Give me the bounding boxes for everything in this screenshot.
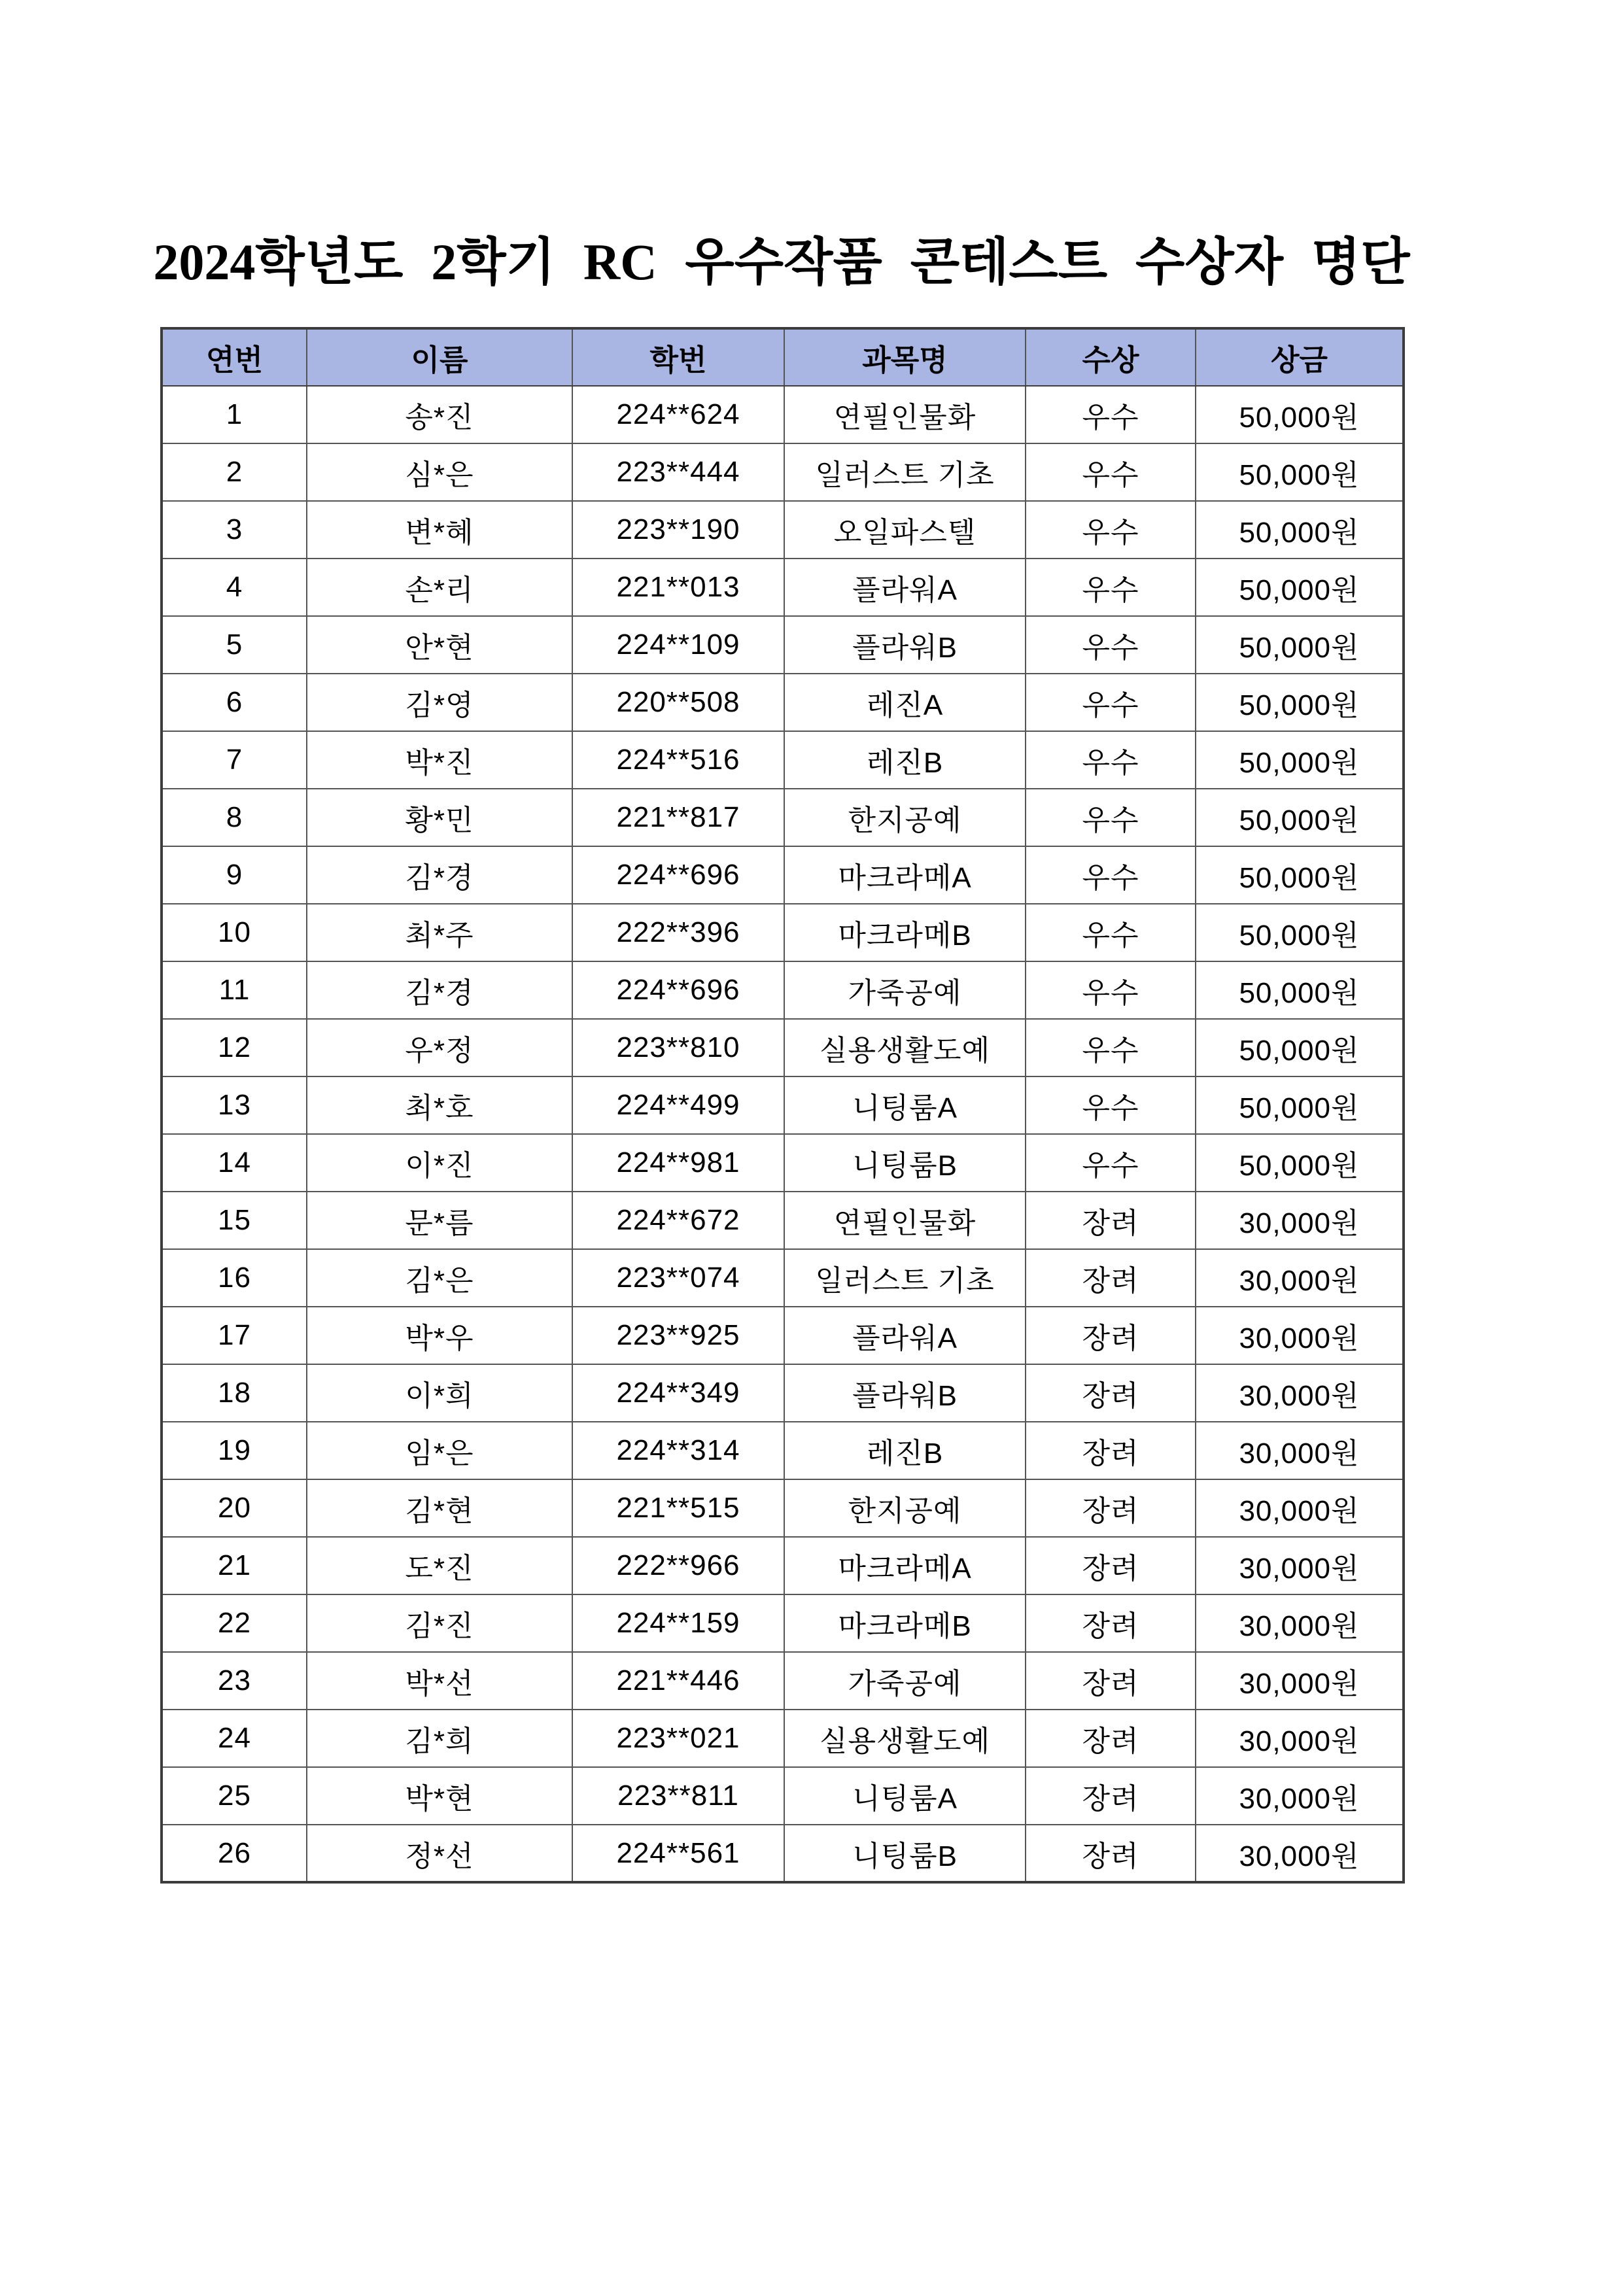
cell-id: 224**499 <box>572 1076 784 1134</box>
cell-subject: 니팅룸A <box>784 1076 1026 1134</box>
cell-no: 13 <box>162 1076 307 1134</box>
cell-award: 장려 <box>1026 1479 1196 1537</box>
cell-name: 박*우 <box>307 1307 572 1364</box>
cell-award: 장려 <box>1026 1249 1196 1307</box>
cell-name: 김*은 <box>307 1249 572 1307</box>
cell-id: 221**817 <box>572 789 784 846</box>
cell-award: 우수 <box>1026 789 1196 846</box>
cell-prize: 50,000원 <box>1196 846 1404 904</box>
cell-subject: 연필인물화 <box>784 386 1026 443</box>
cell-award: 장려 <box>1026 1825 1196 1882</box>
cell-prize: 50,000원 <box>1196 501 1404 559</box>
cell-no: 5 <box>162 616 307 674</box>
cell-no: 6 <box>162 674 307 731</box>
cell-subject: 가죽공예 <box>784 961 1026 1019</box>
cell-name: 이*희 <box>307 1364 572 1422</box>
cell-award: 장려 <box>1026 1652 1196 1710</box>
cell-name: 김*영 <box>307 674 572 731</box>
cell-award: 장려 <box>1026 1192 1196 1249</box>
cell-prize: 50,000원 <box>1196 904 1404 961</box>
table-row <box>162 1479 1404 1537</box>
cell-subject: 마크라메B <box>784 904 1026 961</box>
cell-no: 2 <box>162 443 307 501</box>
cell-id: 224**561 <box>572 1825 784 1882</box>
table-row <box>162 616 1404 674</box>
cell-prize: 50,000원 <box>1196 789 1404 846</box>
table-row <box>162 846 1404 904</box>
cell-subject: 플라워B <box>784 1364 1026 1422</box>
cell-prize: 30,000원 <box>1196 1825 1404 1882</box>
table-row <box>162 674 1404 731</box>
cell-subject: 가죽공예 <box>784 1652 1026 1710</box>
cell-id: 223**811 <box>572 1767 784 1825</box>
winners-table <box>160 327 1405 1884</box>
cell-prize: 30,000원 <box>1196 1249 1404 1307</box>
cell-prize: 30,000원 <box>1196 1767 1404 1825</box>
table-row <box>162 501 1404 559</box>
cell-prize: 30,000원 <box>1196 1364 1404 1422</box>
cell-no: 16 <box>162 1249 307 1307</box>
cell-name: 우*정 <box>307 1019 572 1076</box>
cell-prize: 30,000원 <box>1196 1422 1404 1479</box>
cell-prize: 30,000원 <box>1196 1479 1404 1537</box>
cell-award: 우수 <box>1026 559 1196 616</box>
table-row <box>162 1364 1404 1422</box>
cell-award: 장려 <box>1026 1422 1196 1479</box>
table-row <box>162 1076 1404 1134</box>
cell-no: 24 <box>162 1710 307 1767</box>
cell-subject: 실용생활도예 <box>784 1019 1026 1076</box>
cell-award: 우수 <box>1026 904 1196 961</box>
cell-name: 박*현 <box>307 1767 572 1825</box>
cell-name: 심*은 <box>307 443 572 501</box>
cell-award: 우수 <box>1026 386 1196 443</box>
cell-id: 222**396 <box>572 904 784 961</box>
cell-name: 문*름 <box>307 1192 572 1249</box>
cell-no: 15 <box>162 1192 307 1249</box>
table-row <box>162 1594 1404 1652</box>
cell-subject: 오일파스텔 <box>784 501 1026 559</box>
cell-id: 224**314 <box>572 1422 784 1479</box>
cell-prize: 30,000원 <box>1196 1537 1404 1594</box>
cell-prize: 50,000원 <box>1196 559 1404 616</box>
cell-award: 우수 <box>1026 443 1196 501</box>
cell-subject: 플라워B <box>784 616 1026 674</box>
cell-prize: 50,000원 <box>1196 961 1404 1019</box>
cell-subject: 니팅룸B <box>784 1825 1026 1882</box>
cell-prize: 30,000원 <box>1196 1710 1404 1767</box>
cell-id: 224**109 <box>572 616 784 674</box>
cell-no: 7 <box>162 731 307 789</box>
cell-no: 26 <box>162 1825 307 1882</box>
cell-prize: 50,000원 <box>1196 1134 1404 1192</box>
cell-subject: 실용생활도예 <box>784 1710 1026 1767</box>
cell-name: 박*선 <box>307 1652 572 1710</box>
cell-name: 도*진 <box>307 1537 572 1594</box>
cell-prize: 50,000원 <box>1196 616 1404 674</box>
table-row <box>162 789 1404 846</box>
cell-name: 김*경 <box>307 961 572 1019</box>
cell-subject: 플라워A <box>784 1307 1026 1364</box>
cell-id: 223**925 <box>572 1307 784 1364</box>
cell-no: 9 <box>162 846 307 904</box>
cell-subject: 레진B <box>784 731 1026 789</box>
cell-id: 224**516 <box>572 731 784 789</box>
cell-no: 25 <box>162 1767 307 1825</box>
table-row <box>162 1192 1404 1249</box>
cell-name: 김*경 <box>307 846 572 904</box>
cell-prize: 50,000원 <box>1196 443 1404 501</box>
cell-no: 4 <box>162 559 307 616</box>
cell-id: 224**672 <box>572 1192 784 1249</box>
cell-name: 이*진 <box>307 1134 572 1192</box>
cell-no: 3 <box>162 501 307 559</box>
table-body <box>162 386 1404 1882</box>
cell-prize: 50,000원 <box>1196 674 1404 731</box>
cell-no: 20 <box>162 1479 307 1537</box>
page-title: 2024학년도 2학기 RC 우수작품 콘테스트 수상자 명단 <box>153 233 1410 290</box>
cell-subject: 플라워A <box>784 559 1026 616</box>
cell-id: 222**966 <box>572 1537 784 1594</box>
cell-award: 우수 <box>1026 1019 1196 1076</box>
cell-subject: 니팅룸B <box>784 1134 1026 1192</box>
table-row <box>162 1767 1404 1825</box>
cell-name: 김*현 <box>307 1479 572 1537</box>
cell-subject: 레진B <box>784 1422 1026 1479</box>
cell-name: 최*호 <box>307 1076 572 1134</box>
cell-award: 장려 <box>1026 1710 1196 1767</box>
table-row <box>162 1134 1404 1192</box>
cell-subject: 마크라메A <box>784 846 1026 904</box>
table-row <box>162 1249 1404 1307</box>
cell-subject: 한지공예 <box>784 789 1026 846</box>
table-row <box>162 1019 1404 1076</box>
cell-award: 우수 <box>1026 846 1196 904</box>
cell-no: 8 <box>162 789 307 846</box>
cell-no: 19 <box>162 1422 307 1479</box>
cell-prize: 50,000원 <box>1196 1076 1404 1134</box>
table-row <box>162 1537 1404 1594</box>
cell-prize: 30,000원 <box>1196 1192 1404 1249</box>
cell-prize: 50,000원 <box>1196 1019 1404 1076</box>
cell-no: 18 <box>162 1364 307 1422</box>
table-row <box>162 1652 1404 1710</box>
cell-no: 10 <box>162 904 307 961</box>
cell-id: 224**981 <box>572 1134 784 1192</box>
cell-id: 224**696 <box>572 961 784 1019</box>
cell-subject: 일러스트 기초 <box>784 1249 1026 1307</box>
table-row <box>162 386 1404 443</box>
cell-award: 장려 <box>1026 1364 1196 1422</box>
cell-subject: 마크라메A <box>784 1537 1026 1594</box>
cell-no: 17 <box>162 1307 307 1364</box>
cell-no: 1 <box>162 386 307 443</box>
cell-subject: 레진A <box>784 674 1026 731</box>
cell-no: 14 <box>162 1134 307 1192</box>
cell-no: 11 <box>162 961 307 1019</box>
cell-id: 223**074 <box>572 1249 784 1307</box>
cell-id: 224**624 <box>572 386 784 443</box>
cell-id: 223**021 <box>572 1710 784 1767</box>
table-header-row <box>162 328 1404 386</box>
cell-award: 장려 <box>1026 1594 1196 1652</box>
cell-no: 12 <box>162 1019 307 1076</box>
cell-id: 221**515 <box>572 1479 784 1537</box>
cell-prize: 30,000원 <box>1196 1307 1404 1364</box>
cell-id: 223**810 <box>572 1019 784 1076</box>
cell-id: 224**349 <box>572 1364 784 1422</box>
table-row <box>162 559 1404 616</box>
cell-name: 김*진 <box>307 1594 572 1652</box>
cell-name: 최*주 <box>307 904 572 961</box>
cell-prize: 30,000원 <box>1196 1652 1404 1710</box>
cell-subject: 일러스트 기초 <box>784 443 1026 501</box>
cell-id: 224**159 <box>572 1594 784 1652</box>
cell-prize: 50,000원 <box>1196 386 1404 443</box>
cell-id: 224**696 <box>572 846 784 904</box>
cell-id: 223**190 <box>572 501 784 559</box>
table-row <box>162 731 1404 789</box>
cell-no: 22 <box>162 1594 307 1652</box>
column-header-name: 이름 <box>307 328 572 386</box>
cell-name: 안*현 <box>307 616 572 674</box>
cell-award: 우수 <box>1026 616 1196 674</box>
cell-id: 223**444 <box>572 443 784 501</box>
table-row <box>162 1307 1404 1364</box>
table-row <box>162 443 1404 501</box>
cell-name: 변*혜 <box>307 501 572 559</box>
cell-name: 손*리 <box>307 559 572 616</box>
cell-name: 황*민 <box>307 789 572 846</box>
cell-award: 우수 <box>1026 961 1196 1019</box>
cell-name: 송*진 <box>307 386 572 443</box>
cell-subject: 니팅룸A <box>784 1767 1026 1825</box>
cell-id: 221**013 <box>572 559 784 616</box>
table-row <box>162 1825 1404 1882</box>
cell-name: 박*진 <box>307 731 572 789</box>
table-row <box>162 904 1404 961</box>
cell-award: 우수 <box>1026 1134 1196 1192</box>
cell-award: 장려 <box>1026 1537 1196 1594</box>
cell-award: 우수 <box>1026 501 1196 559</box>
cell-subject: 연필인물화 <box>784 1192 1026 1249</box>
cell-award: 장려 <box>1026 1307 1196 1364</box>
cell-prize: 30,000원 <box>1196 1594 1404 1652</box>
column-header-prize: 상금 <box>1196 328 1404 386</box>
cell-award: 우수 <box>1026 731 1196 789</box>
column-header-id: 학번 <box>572 328 784 386</box>
table-row <box>162 1710 1404 1767</box>
cell-name: 김*희 <box>307 1710 572 1767</box>
cell-award: 장려 <box>1026 1767 1196 1825</box>
cell-award: 우수 <box>1026 1076 1196 1134</box>
cell-name: 정*선 <box>307 1825 572 1882</box>
cell-prize: 50,000원 <box>1196 731 1404 789</box>
table-row <box>162 1422 1404 1479</box>
cell-subject: 한지공예 <box>784 1479 1026 1537</box>
column-header-subject: 과목명 <box>784 328 1026 386</box>
cell-no: 23 <box>162 1652 307 1710</box>
column-header-no: 연번 <box>162 328 307 386</box>
cell-subject: 마크라메B <box>784 1594 1026 1652</box>
cell-id: 220**508 <box>572 674 784 731</box>
cell-award: 우수 <box>1026 674 1196 731</box>
cell-name: 임*은 <box>307 1422 572 1479</box>
column-header-award: 수상 <box>1026 328 1196 386</box>
cell-no: 21 <box>162 1537 307 1594</box>
table-row <box>162 961 1404 1019</box>
cell-id: 221**446 <box>572 1652 784 1710</box>
